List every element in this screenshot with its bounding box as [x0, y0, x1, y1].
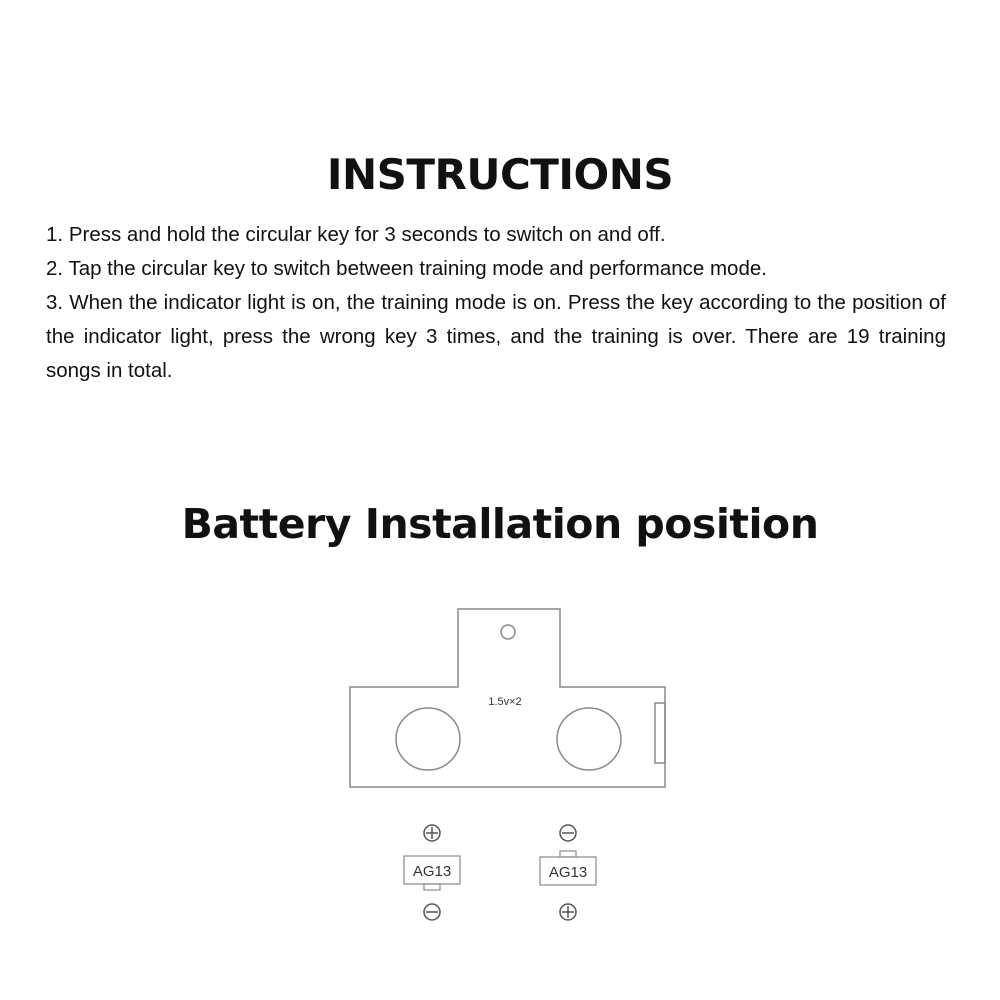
step-number: 2.: [46, 257, 64, 280]
battery-compartment-tab: [655, 703, 665, 763]
battery-cell-right: [540, 825, 596, 920]
step-text: Press and hold the circular key for 3 seconds to switch on and off.: [68, 223, 666, 246]
voltage-label: 1.5v×2: [488, 696, 522, 708]
instructions-title: INSTRUCTIONS: [326, 150, 674, 199]
battery-cell-left: [404, 825, 460, 920]
battery-cell-label: AG13: [412, 863, 452, 880]
step-text: When the indicator light is on, the training mode is on. Press the key according to the position of the indicator light, press the wrong key 3 times, and the training is over. There are 19 training songs in total.: [46, 291, 946, 382]
battery-cell-terminal: [560, 851, 576, 857]
battery-slot-right: [557, 708, 621, 770]
step-number: 1.: [46, 223, 64, 246]
battery-cell-terminal: [424, 884, 440, 890]
battery-slot-left: [396, 708, 460, 770]
battery-title: Battery Installation position: [181, 500, 819, 548]
screw-hole-icon: [501, 625, 515, 639]
battery-cell-label: AG13: [548, 864, 588, 881]
step-text: Tap the circular key to switch between training mode and performance mode.: [68, 257, 767, 280]
step-number: 3.: [46, 291, 64, 314]
